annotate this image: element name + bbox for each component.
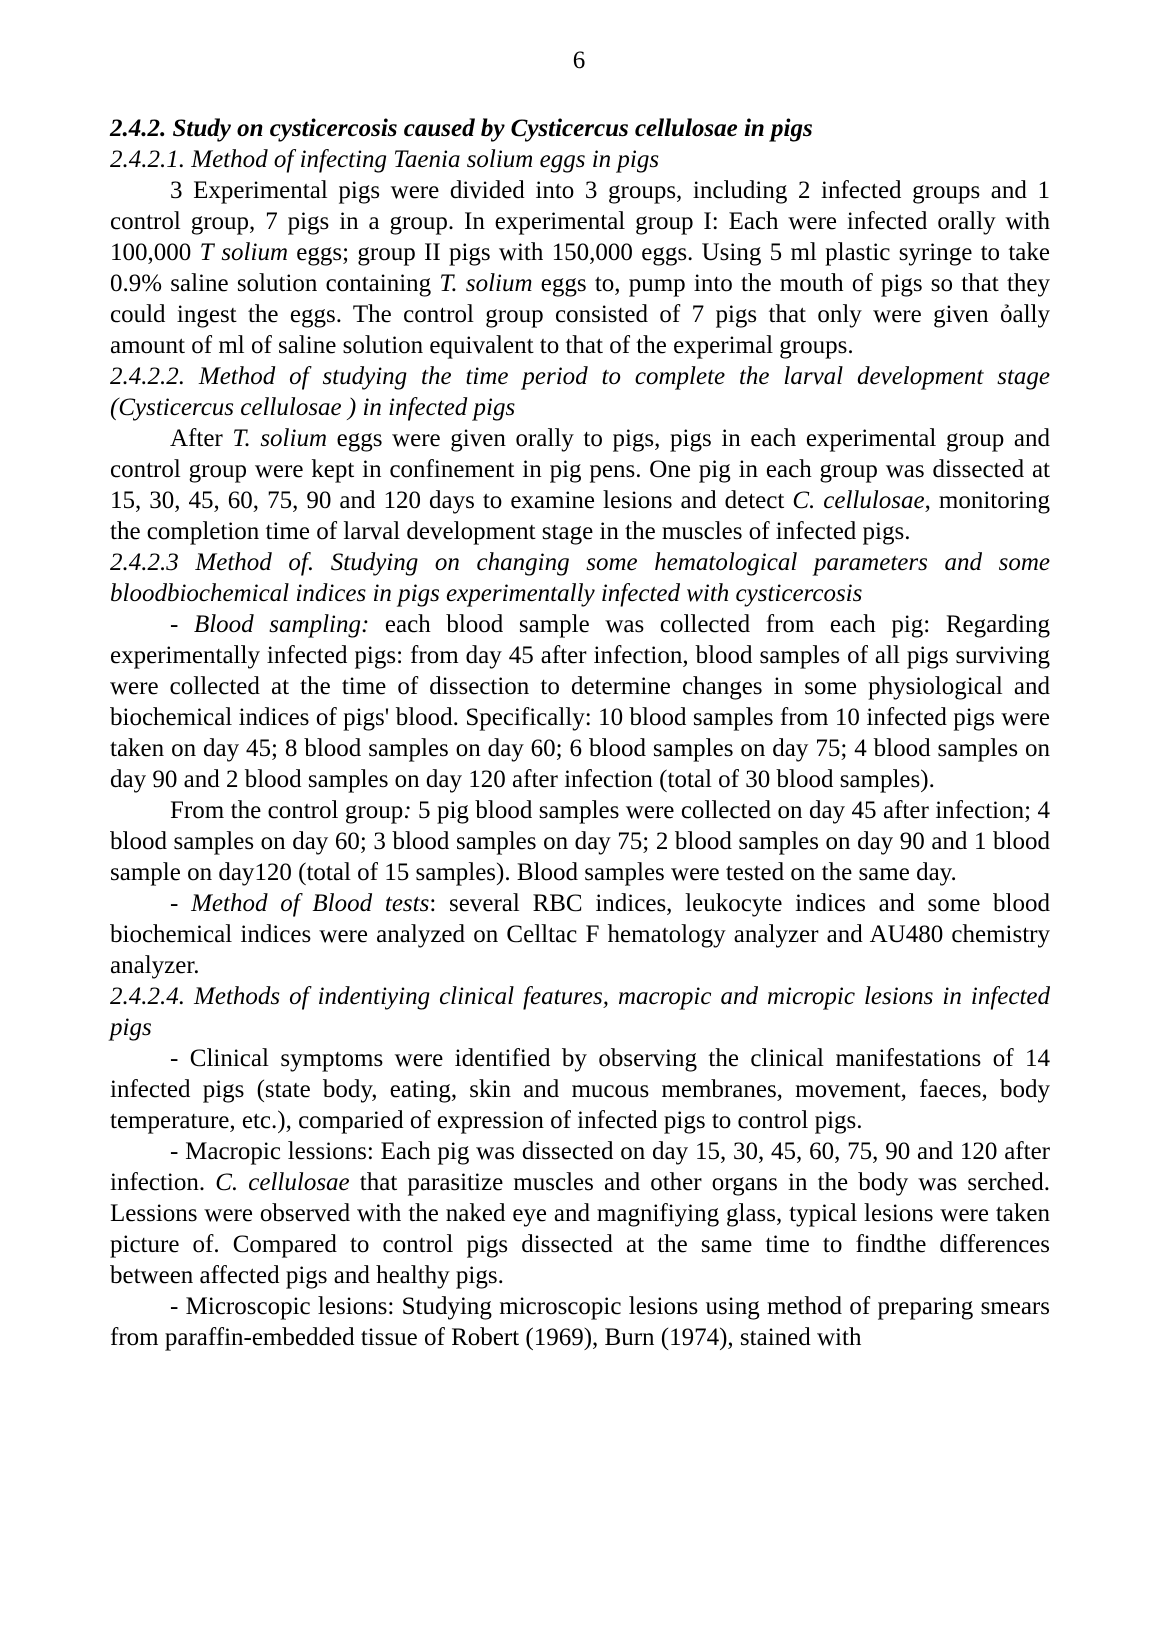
- text-run: From the control group: [170, 797, 404, 824]
- text-run: eggs; group II pigs with 150,000 eggs. Using 5 ml plastic syringe to take 0.9% saline solution containing: [110, 239, 1050, 297]
- document-body: [110, 113, 1050, 1353]
- text-run: 3 Experimental pigs were divided into 3 groups, including 2 infected groups and 1 control group, 7 pigs in a group. In experimental group I: Each were infected orally with 100,000: [110, 177, 1050, 266]
- subsection-heading-4: 2.4.2.4. Methods of indentiying clinical features, macropic and micropic lesions in infected pigs: [110, 983, 1050, 1041]
- paragraph-blood-tests: [110, 888, 1050, 981]
- text-run: : several RBC indices, leukocyte indices and some blood biochemical indices were analyzed on Celltac F hematology analyzer and AU480 chemistry analyzer.: [110, 890, 1051, 979]
- species-name: C. cellulosae: [215, 1169, 350, 1196]
- paragraph-label: - Blood sampling:: [170, 611, 370, 638]
- text-run: 5 pig blood samples were collected on day 45 after infection; 4 blood samples on day 60; 3 blood samples on day 75; 2 blood samples on day 90 and 1 blood sample on day120 (total of 15 samples). Blood samples were tested on the same day.: [110, 797, 1050, 886]
- paragraph-macropic-lesions: [110, 1136, 1050, 1291]
- text-run: After: [170, 425, 233, 452]
- subsection-heading-1: 2.4.2.1. Method of infecting Taenia solium eggs in pigs: [110, 146, 660, 173]
- text-run: each blood sample was collected from each pig: Regarding experimentally infected pigs: from day 45 after infection, blood samples of all pigs surviving were collected at the time of dissection to determine changes in some physiological and biochemical indices of pigs' blood. Specifically: 10 blood samples from 10 infected pigs were taken on day 45; 8 blood samples on day 60; 6 blood samples on day 75; 4 blood samples on day 90 and 2 blood samples on day 120 after infection (total of 30 blood samples).: [110, 611, 1050, 793]
- species-name: C. cellulosae: [792, 487, 925, 514]
- subsection-heading-3: 2.4.2.3 Method of. Studying on changing some hematological parameters and some bloodbiochemical indices in pigs experimentally infected with cysticercosis: [110, 549, 1050, 607]
- text-run: :: [403, 797, 412, 824]
- paragraph-blood-sampling: [110, 609, 1050, 795]
- text-run: eggs to, pump into the mouth of pigs so that they could ingest the eggs. The control group consisted of 7 pigs that only were given ỏally amount of ml of saline solution equivalent to that of the experimal groups.: [110, 270, 1050, 359]
- paragraph-microscopic-lesions: - Microscopic lesions: Studying microscopic lesions using method of preparing smears from paraffin-embedded tissue of Robert (1969), Burn (1974), stained with: [110, 1293, 1050, 1351]
- text-run: that parasitize muscles and other organs in the body was serched. Lessions were observed with the naked eye and magnifiying glass, typical lesions were taken picture of. Compared to control pigs dissected at the same time to findthe differences between affected pigs and healthy pigs.: [110, 1169, 1050, 1289]
- species-name: T solium: [199, 239, 288, 266]
- paragraph-larval-development: [110, 423, 1050, 547]
- paragraph-clinical-symptoms: - Clinical symptoms were identified by observing the clinical manifestations of 14 infected pigs (state body, eating, skin and mucous membranes, movement, faeces, body temperature, etc.), comparied of expression of infected pigs to control pigs.: [110, 1045, 1050, 1134]
- species-name: T. solium: [439, 270, 533, 297]
- text-run: -: [170, 890, 192, 917]
- section-heading: 2.4.2. Study on cysticercosis caused by Cysticercus cellulosae in pigs: [110, 115, 813, 142]
- paragraph-label: Method of Blood tests: [191, 890, 430, 917]
- species-name: T. solium: [232, 425, 327, 452]
- paragraph-control-group: [110, 795, 1050, 888]
- subsection-heading-2: 2.4.2.2. Method of studying the time period to complete the larval development stage (Cysticercus cellulosae ) in infected pigs: [110, 363, 1050, 421]
- page-number: 6: [572, 47, 586, 74]
- paragraph-infection-method: [110, 175, 1050, 361]
- text-run: eggs were given orally to pigs, pigs in each experimental group and control group were kept in confinement in pig pens. One pig in each group was dissected at 15, 30, 45, 60, 75, 90 and 120 days to examine lesions and detect: [110, 425, 1050, 514]
- text-run: - Macropic lessions: Each pig was dissected on day 15, 30, 45, 60, 75, 90 and 120 after infection.: [110, 1138, 1050, 1196]
- text-run: , monitoring the completion time of larval development stage in the muscles of infected pigs.: [110, 487, 1051, 545]
